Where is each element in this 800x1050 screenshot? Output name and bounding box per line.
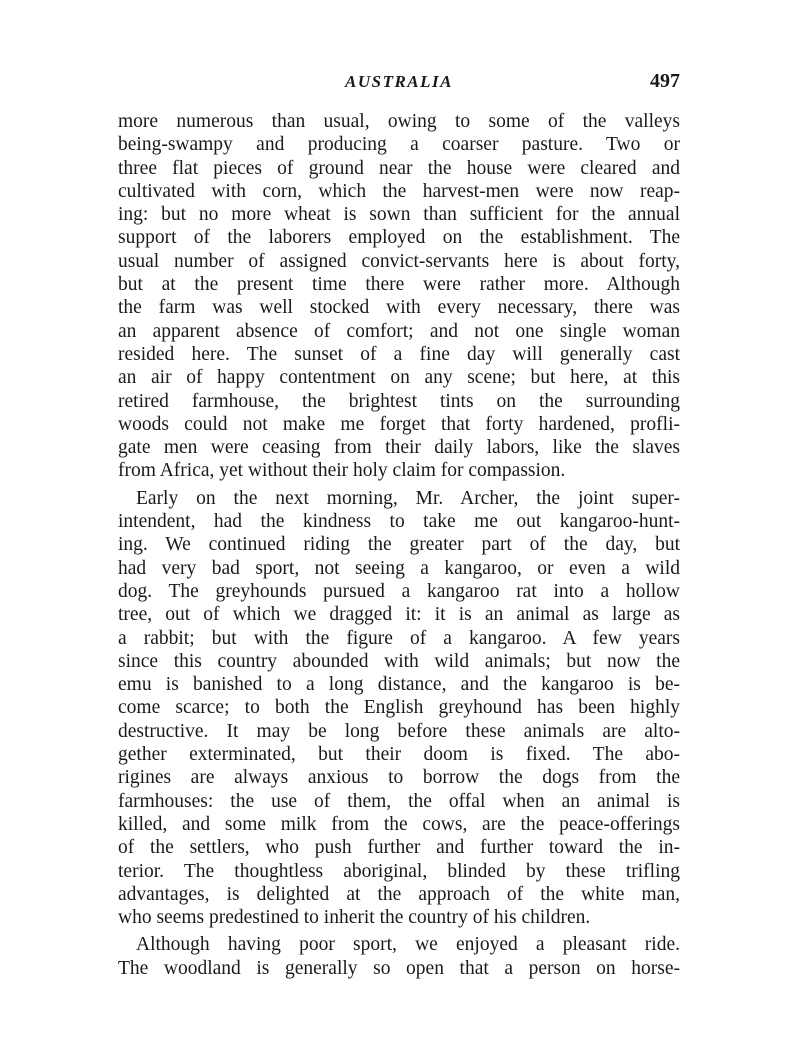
text-line: emu is banished to a long distance, and the kangaroo is be- xyxy=(118,674,680,696)
text-line: had very bad sport, not seeing a kangaroo, or even a wild xyxy=(118,557,680,579)
paragraph-2 xyxy=(118,487,680,930)
paragraph-3 xyxy=(118,933,680,980)
text-line: who seems predestined to inherit the country of his children. xyxy=(118,907,591,929)
paragraph-1 xyxy=(118,110,680,483)
text-line: since this country abounded with wild animals; but now the xyxy=(118,650,680,672)
text-line: more numerous than usual, owing to some of the valleys xyxy=(118,111,680,132)
text-line: tree, out of which we dragged it: it is an animal as large as xyxy=(118,604,680,626)
text-line: the farm was well stocked with every necessary, there was xyxy=(118,297,680,319)
text-line: come scarce; to both the English greyhound has been highly xyxy=(118,697,680,719)
text-line: cultivated with corn, which the harvest-men were now reap- xyxy=(118,180,680,202)
text-line: ing. We continued riding the greater part of the day, but xyxy=(118,534,680,556)
text-line: resided here. The sunset of a fine day will generally cast xyxy=(118,343,680,365)
text-line: an air of happy contentment on any scene; but here, at this xyxy=(118,367,680,389)
text-line: rigines are always anxious to borrow the dogs from the xyxy=(118,767,680,789)
text-line: of the settlers, who push further and further toward the in- xyxy=(118,837,680,859)
text-line: but at the present time there were rather more. Although xyxy=(118,274,680,296)
text-line: ing: but no more wheat is sown than sufficient for the annual xyxy=(118,204,680,226)
text-line: an apparent absence of comfort; and not one single woman xyxy=(118,320,680,342)
text-line: The woodland is generally so open that a person on horse- xyxy=(118,957,680,979)
text-line: killed, and some milk from the cows, are the peace-offerings xyxy=(118,813,680,835)
text-line: Early on the next morning, Mr. Archer, the joint super- xyxy=(136,487,680,509)
text-line: terior. The thoughtless aboriginal, blinded by these trifling xyxy=(118,860,680,882)
text-line: advantages, is delighted at the approach of the white man, xyxy=(118,883,680,905)
text-line: retired farmhouse, the brightest tints on the surrounding xyxy=(118,390,680,412)
text-line: gate men were ceasing from their daily labors, like the slaves xyxy=(118,437,680,459)
text-line: support of the laborers employed on the establishment. The xyxy=(118,227,680,249)
text-line: intendent, had the kindness to take me out kangaroo-hunt- xyxy=(118,511,680,533)
text-line: woods could not make me forget that forty hardened, profli- xyxy=(118,413,680,435)
text-line: farmhouses: the use of them, the offal when an animal is xyxy=(118,790,680,812)
text-line: destructive. It may be long before these animals are alto- xyxy=(118,720,680,742)
text-line: three flat pieces of ground near the house were cleared and xyxy=(118,157,680,179)
text-line: a rabbit; but with the figure of a kangaroo. A few years xyxy=(118,627,680,649)
text-line: gether exterminated, but their doom is fixed. The abo- xyxy=(118,744,680,766)
running-title: AUSTRALIA xyxy=(345,72,453,91)
text-line: from Africa, yet without their holy claim for compassion. xyxy=(118,460,566,482)
running-head xyxy=(118,70,680,96)
body-text xyxy=(118,110,680,980)
text-line: dog. The greyhounds pursued a kangaroo rat into a hollow xyxy=(118,580,680,602)
text-line: usual number of assigned convict-servants here is about forty, xyxy=(118,250,680,272)
text-line: Although having poor sport, we enjoyed a pleasant ride. xyxy=(136,934,680,956)
page-number: 497 xyxy=(650,70,680,92)
text-line: being-swampy and producing a coarser pasture. Two or xyxy=(118,134,680,156)
